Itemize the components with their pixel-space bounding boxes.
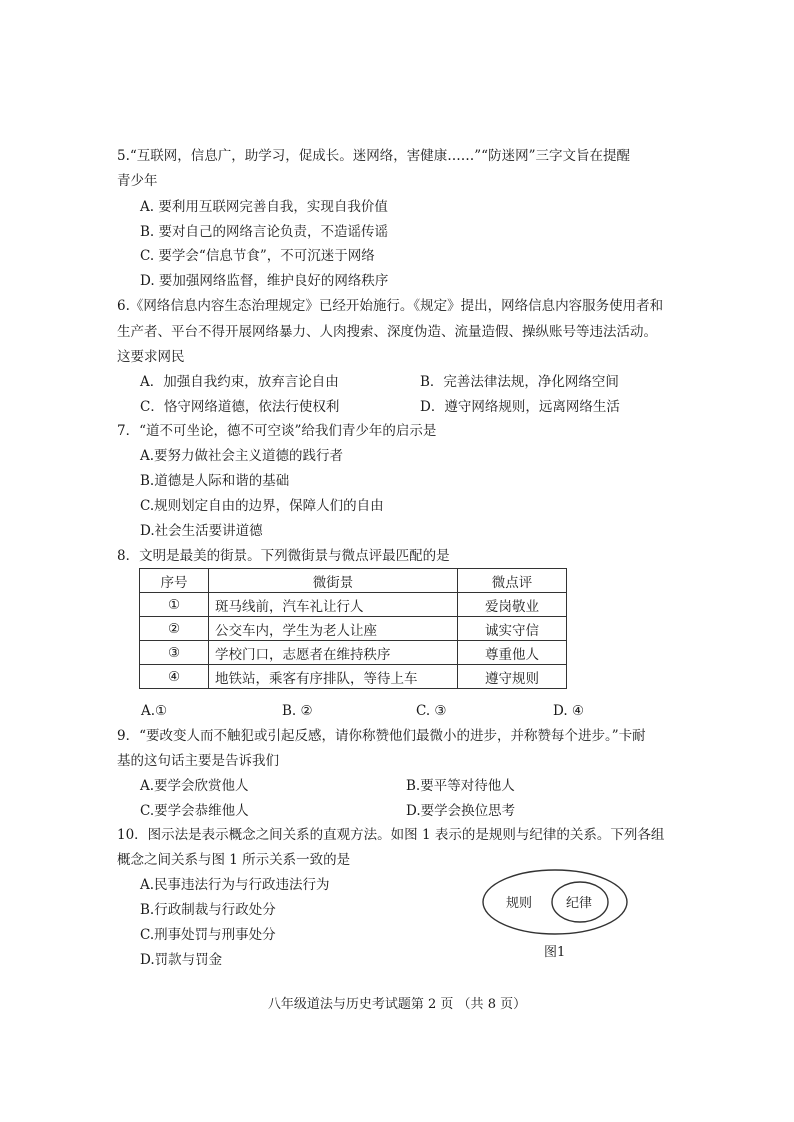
- q10-stem-line1: 10．图示法是表示概念之间关系的直观方法。如图 1 表示的是规则与纪律的关系。下列各组: [117, 827, 665, 843]
- outer-ellipse: [483, 870, 627, 934]
- q9-option-b: B.要平等对待他人: [406, 778, 515, 794]
- q7-option-b: B.道德是人际和谐的基础: [140, 473, 290, 489]
- q8-option-a: A.①: [141, 703, 168, 719]
- q6-option-b: B．完善法律法规，净化网络空间: [420, 374, 619, 390]
- q8-table: [139, 568, 567, 689]
- q8-option-b: B. ②: [282, 703, 313, 719]
- q6-stem-line1: 6.《网络信息内容生态治理规定》已经开始施行。《规定》提出，网络信息内容服务使用者和: [117, 298, 664, 314]
- q9-stem-line2: 基的这句话主要是告诉我们: [117, 753, 279, 769]
- q7-option-c: C.规则划定自由的边界，保障人们的自由: [140, 498, 384, 514]
- q9-option-c: C.要学会恭维他人: [140, 803, 249, 819]
- q8-cell-index: ②: [140, 617, 209, 641]
- q8-cell-comment: 诚实守信: [458, 617, 567, 641]
- table-row: [140, 665, 567, 689]
- q6-option-d: D．遵守网络规则，远离网络生活: [420, 399, 620, 415]
- q8-cell-scene: 公交车内，学生为老人让座: [209, 617, 458, 641]
- q7-stem: 7．“道不可坐论，德不可空谈”给我们青少年的启示是: [117, 423, 437, 439]
- q8-option-d: D. ④: [553, 703, 585, 719]
- q8-table-header-row: [140, 569, 567, 593]
- q10-option-b: B.行政制裁与行政处分: [140, 902, 276, 918]
- figure-caption: 图1: [544, 945, 566, 960]
- q8-header-index: 序号: [140, 569, 209, 593]
- q5-option-d: D. 要加强网络监督，维护良好的网络秩序: [140, 273, 389, 289]
- q6-option-c: C．恪守网络道德，依法行使权利: [140, 399, 340, 415]
- q8-header-scene: 微街景: [209, 569, 458, 593]
- q5-stem-line1: 5.“互联网，信息广，助学习，促成长。迷网络，害健康……”“防迷网”三字文旨在提醒: [117, 148, 630, 164]
- q8-cell-scene: 地铁站，乘客有序排队，等待上车: [209, 665, 458, 689]
- q8-cell-comment: 尊重他人: [458, 641, 567, 665]
- q8-cell-comment: 爱岗敬业: [458, 593, 567, 617]
- figure-1-venn-diagram: [480, 868, 630, 963]
- q9-option-d: D.要学会换位思考: [406, 803, 516, 819]
- page-footer: 八年级道法与历史考试题第 2 页 （共 8 页）: [267, 997, 527, 1012]
- table-row: [140, 593, 567, 617]
- q10-option-a: A.民事违法行为与行政违法行为: [140, 877, 330, 893]
- q8-option-c: C. ③: [416, 703, 447, 719]
- q6-stem-line3: 这要求网民: [117, 349, 185, 365]
- q8-cell-index: ①: [140, 593, 209, 617]
- q5-option-c: C. 要学会“信息节食”，不可沉迷于网络: [140, 248, 375, 264]
- q10-option-d: D.罚款与罚金: [140, 952, 223, 968]
- figure-inner-label: 纪律: [566, 896, 593, 911]
- q8-cell-scene: 斑马线前，汽车礼让行人: [209, 593, 458, 617]
- q6-stem-line2: 生产者、平台不得开展网络暴力、人肉搜索、深度伪造、流量造假、操纵账号等违法活动。: [117, 324, 657, 340]
- q5-option-a: A. 要利用互联网完善自我，实现自我价值: [140, 199, 388, 215]
- q7-option-a: A.要努力做社会主义道德的践行者: [140, 448, 344, 464]
- q5-stem-line2: 青少年: [117, 173, 158, 189]
- q8-header-comment: 微点评: [458, 569, 567, 593]
- q10-option-c: C.刑事处罚与刑事处分: [140, 927, 276, 943]
- q7-option-d: D.社会生活要讲道德: [140, 523, 263, 539]
- q8-cell-index: ③: [140, 641, 209, 665]
- q6-option-a: A．加强自我约束，放弃言论自由: [140, 374, 339, 390]
- figure-outer-label: 规则: [506, 896, 533, 911]
- table-row: [140, 641, 567, 665]
- q8-cell-comment: 遵守规则: [458, 665, 567, 689]
- q8-cell-scene: 学校门口，志愿者在维持秩序: [209, 641, 458, 665]
- table-row: [140, 617, 567, 641]
- q9-stem-line1: 9．“要改变人而不触犯或引起反感，请你称赞他们最微小的进步，并称赞每个进步。”卡耐: [117, 728, 646, 744]
- q8-stem: 8．文明是最美的街景。下列微街景与微点评最匹配的是: [117, 548, 450, 564]
- q5-option-b: B. 要对自己的网络言论负责，不造谣传谣: [140, 224, 389, 240]
- q10-stem-line2: 概念之间关系与图 1 所示关系一致的是: [117, 852, 351, 868]
- q9-option-a: A.要学会欣赏他人: [140, 778, 249, 794]
- q8-cell-index: ④: [140, 665, 209, 689]
